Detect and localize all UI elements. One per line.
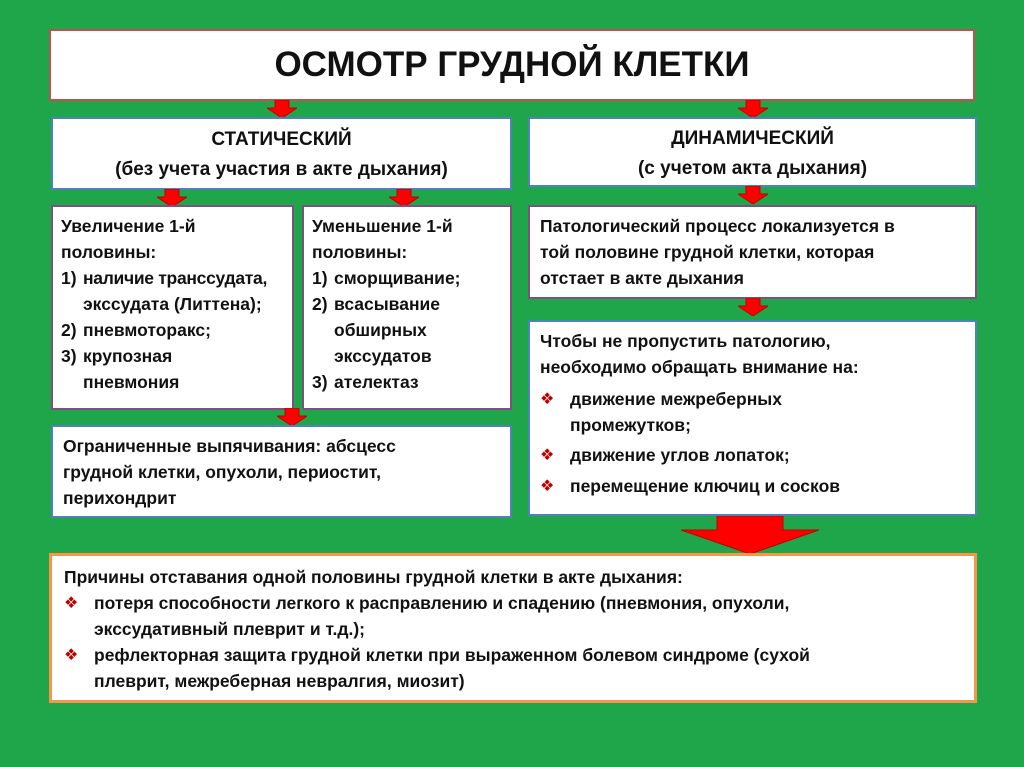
pathology-line: Патологический процесс локализуется в — [540, 216, 895, 236]
item-text: экссудата (Литтена); — [83, 294, 262, 314]
limited-line: грудной клетки, опухоли, периостит, — [63, 462, 381, 482]
decrease-box — [302, 205, 512, 410]
causes-box — [49, 553, 977, 703]
attention-line: необходимо обращать внимание на: — [540, 357, 859, 377]
item-text: перемещение ключиц и сосков — [570, 476, 841, 496]
increase-heading-1: Увеличение 1-й — [61, 216, 196, 236]
list-item — [61, 265, 284, 317]
item-text: экссудатов — [334, 346, 432, 366]
static-heading: СТАТИЧЕСКИЙ — [211, 129, 352, 150]
list-item — [540, 473, 965, 500]
list-item — [61, 343, 284, 395]
item-number: 1) — [61, 268, 77, 288]
list-item — [540, 442, 965, 469]
item-text: экссудативный плеврит и т.д.); — [94, 619, 365, 639]
item-number: 3) — [312, 372, 328, 392]
increase-heading-2: половины: — [61, 242, 157, 262]
item-text: обширных — [334, 320, 427, 340]
item-number: 3) — [61, 346, 77, 366]
item-text: крупозная — [83, 346, 173, 366]
list-item — [540, 386, 965, 438]
static-subheading: (без учета участия в акте дыхания) — [115, 159, 448, 180]
item-number: 2) — [61, 320, 77, 340]
item-text: пневмония — [83, 372, 180, 392]
item-text: движение углов лопаток; — [570, 445, 790, 465]
pathology-box — [528, 205, 977, 299]
attention-box — [528, 320, 977, 516]
item-text: рефлекторная защита грудной клетки при выраженном болевом синдроме (сухой — [94, 645, 810, 665]
attention-line: Чтобы не пропустить патологию, — [540, 331, 831, 351]
page-title-box — [49, 29, 975, 101]
item-text: пневмоторакс; — [83, 320, 211, 340]
list-item — [64, 642, 962, 694]
increase-box — [51, 205, 294, 410]
item-text: промежутков; — [570, 415, 691, 435]
limited-box — [51, 425, 512, 518]
arrow-down-icon — [738, 100, 768, 118]
item-text: сморщивание; — [334, 268, 461, 288]
item-text: плеврит, межреберная невралгия, миозит) — [94, 671, 465, 691]
arrow-down-icon — [738, 298, 768, 316]
diamond-bullet-icon: ❖ — [540, 391, 555, 408]
decrease-heading-2: половины: — [312, 242, 408, 262]
big-arrow-down-icon — [681, 516, 819, 554]
item-text: движение межреберных — [570, 389, 782, 409]
list-item — [312, 369, 502, 395]
list-item — [312, 291, 502, 369]
pathology-line: отстает в акте дыхания — [540, 268, 744, 288]
diamond-bullet-icon: ❖ — [540, 447, 555, 464]
list-item — [312, 265, 502, 291]
item-text: наличие транссудата, — [83, 268, 268, 288]
item-text: потеря способности легкого к расправлению и спадению (пневмония, опухоли, — [94, 593, 790, 613]
static-box — [51, 117, 512, 190]
item-text: ателектаз — [334, 372, 419, 392]
limited-line: Ограниченные выпячивания: абсцесс — [63, 436, 396, 456]
diamond-bullet-icon: ❖ — [64, 647, 79, 664]
page-title: ОСМОТР ГРУДНОЙ КЛЕТКИ — [274, 45, 750, 84]
pathology-line: той половине грудной клетки, которая — [540, 242, 875, 262]
arrow-down-icon — [277, 408, 307, 426]
diamond-bullet-icon: ❖ — [64, 595, 79, 612]
item-number: 1) — [312, 268, 328, 288]
dynamic-box — [528, 117, 977, 187]
diamond-bullet-icon: ❖ — [540, 478, 555, 495]
arrow-down-icon — [267, 100, 297, 118]
arrow-down-icon — [738, 186, 768, 204]
item-text: всасывание — [334, 294, 440, 314]
causes-heading: Причины отставания одной половины грудной клетки в акте дыхания: — [64, 567, 683, 587]
limited-line: перихондрит — [63, 488, 177, 508]
dynamic-heading: ДИНАМИЧЕСКИЙ — [671, 128, 834, 149]
dynamic-subheading: (с учетом акта дыхания) — [637, 158, 868, 179]
list-item — [61, 317, 284, 343]
decrease-heading-1: Уменьшение 1-й — [312, 216, 453, 236]
list-item — [64, 590, 962, 642]
item-number: 2) — [312, 294, 328, 314]
